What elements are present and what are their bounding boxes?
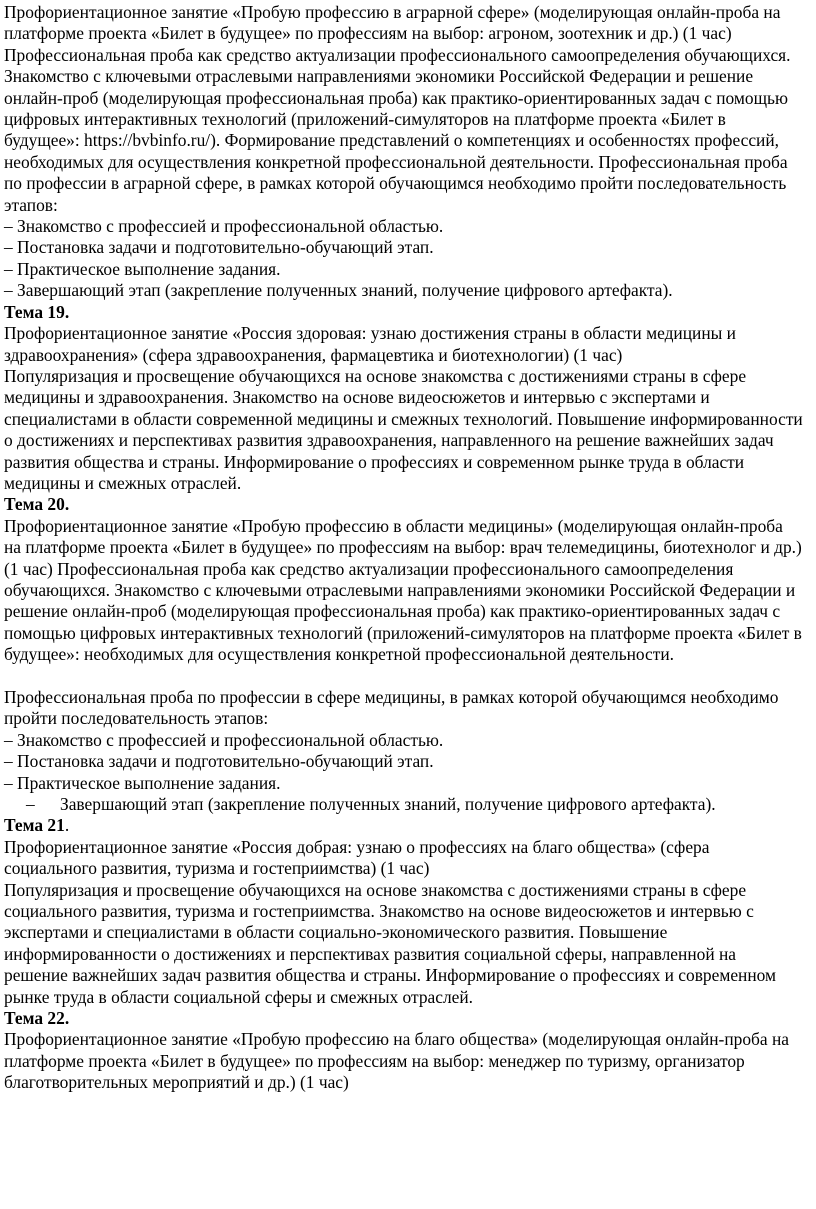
topic-19-body-paragraph: Популяризация и просвещение обучающихся на основе знакомства с достижениями страны в сфере медицины и здравоохранения. Знакомство на основе видеосюжетов и интервью с экспертами и специалистами в области современной медицины и смежных технологий. Повышение информированности о достижениях и перспективах развития здравоохранения, направленного на решение важнейших задач развития общества и страны. Информирование о профессиях и современном рынке труда в области медицины и смежных отраслей. — [4, 365, 803, 493]
topic-18-step-4: – Завершающий этап (закрепление полученных знаний, получение цифрового артефакта). — [4, 280, 673, 301]
topic-18-title-paragraph: Профориентационное занятие «Пробую профессию в аграрной сфере» (моделирующая онлайн-проба на платформе проекта «Билет в будущее» по профессиям на выбор: агроном, зоотехник и др.) (1 час) — [4, 2, 781, 44]
topic-20-section — [4, 494, 804, 815]
topic-21-body-paragraph: Популяризация и просвещение обучающихся на основе знакомства с достижениями страны в сфере социального развития, туризма и гостеприимства. Знакомство на основе видеосюжетов и интервью с экспертами и специалистами в области социально-экономического развития. Повышение информированности о достижениях и перспективах развития социальной сферы, направленной на решение важнейших задач развития общества и страны. Информирование о профессиях и современном рынке труда в области социальной сферы и смежных отраслей. — [4, 879, 777, 1007]
topic-19-title-paragraph: Профориентационное занятие «Россия здоровая: узнаю достижения страны в области медицины и здравоохранения» (сфера здравоохранения, фармацевтика и биотехнологии) (1 час) — [4, 323, 736, 365]
topic-19-section — [4, 302, 804, 495]
topic-21-heading-suffix: . — [64, 815, 70, 836]
topic-20-heading: Тема 20. — [4, 494, 70, 515]
topic-21-title-paragraph: Профориентационное занятие «Россия добрая: узнаю о профессиях на благо общества» (сфера социального развития, туризма и гостеприимства) (1 час) — [4, 836, 710, 879]
paragraph-spacer — [4, 666, 804, 687]
topic-19-heading: Тема 19. — [4, 301, 70, 322]
topic-18-step-1: – Знакомство с профессией и профессиональной областью. — [4, 216, 444, 237]
topic-18-body-paragraph: Профессиональная проба как средство актуализации профессионального самоопределения обучающихся. Знакомство с ключевыми отраслевыми направлениями экономики Российской Федерации и решение онлайн-проб (моделирующая профессиональная проба) как практико-ориентированных задач с помощью цифровых интерактивных технологий (приложений-симуляторов на платформе проекта «Билет в будущее»: https://bvbinfo.ru/). Формирование представлений о компетенциях и особенностях профессий, необходимых для осуществления конкретной профессиональной деятельности. Профессиональная проба по профессии в аграрной сфере, в рамках которой обучающимся необходимо пройти последовательность этапов: — [4, 44, 791, 215]
topic-20-step-3: – Практическое выполнение задания. — [4, 772, 281, 793]
topic-21-section — [4, 815, 804, 1008]
topic-22-section — [4, 1008, 804, 1094]
topic-20-step-2: – Постановка задачи и подготовительно-обучающий этап. — [4, 751, 434, 772]
topic-18-section — [4, 2, 804, 302]
topic-21-heading-line — [4, 815, 804, 836]
topic-20-step-1: – Знакомство с профессией и профессиональной областью. — [4, 729, 444, 750]
topic-20-step-4 — [4, 794, 804, 815]
topic-20-main-paragraph: Профориентационное занятие «Пробую профессию в области медицины» (моделирующая онлайн-проба на платформе проекта «Билет в будущее» по профессиям на выбор: врач телемедицины, биотехнолог и др.) (1 час) Профессиональная проба как средство актуализации профессионального самоопределения обучающихся. Знакомство с ключевыми отраслевыми направлениями экономики Российской Федерации и решение онлайн-проб (моделирующая профессиональная проба) как практико-ориентированных задач с помощью цифровых интерактивных технологий (приложений-симуляторов на платформе проекта «Билет в будущее»: необходимых для осуществления конкретной профессиональной деятельности. — [4, 515, 802, 665]
topic-20-second-paragraph: Профессиональная проба по профессии в сфере медицины, в рамках которой обучающимся необходимо пройти последовательность этапов: — [4, 686, 779, 729]
list-dash: – — [26, 794, 35, 815]
topic-22-title-paragraph: Профориентационное занятие «Пробую профессию на благо общества» (моделирующая онлайн-проба на платформе проекта «Билет в будущее» по профессиям на выбор: менеджер по туризму, организатор благотворительных мероприятий и др.) (1 час) — [4, 1029, 789, 1093]
topic-21-heading: Тема 21 — [4, 815, 65, 836]
topic-18-step-3: – Практическое выполнение задания. — [4, 258, 281, 279]
topic-20-step-4-text: Завершающий этап (закрепление полученных знаний, получение цифрового артефакта). — [60, 794, 716, 815]
topic-22-heading: Тема 22. — [4, 1008, 70, 1029]
topic-18-step-2: – Постановка задачи и подготовительно-обучающий этап. — [4, 237, 434, 258]
